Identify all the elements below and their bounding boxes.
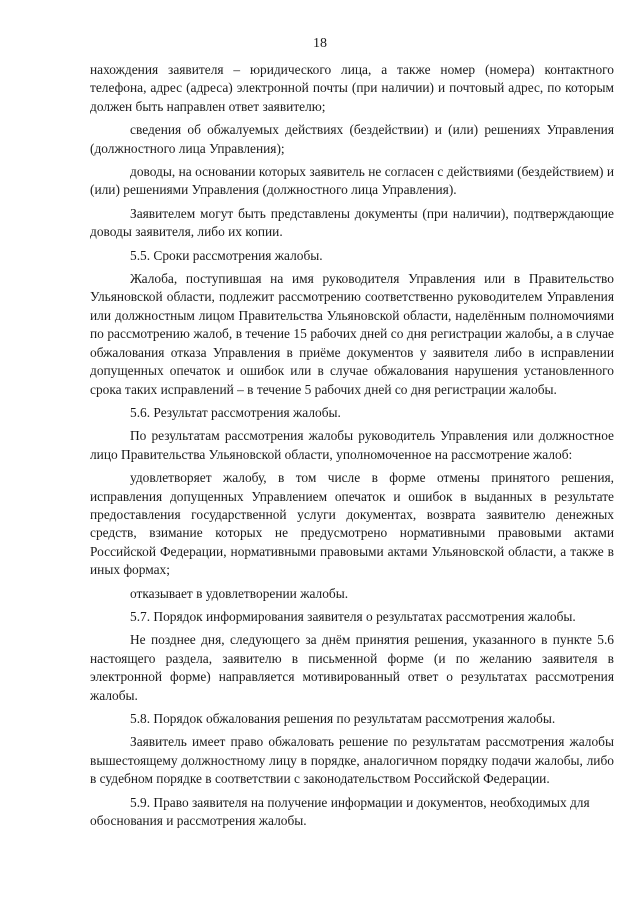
paragraph: сведения об обжалуемых действиях (бездействии) и (или) решениях Управления (должностного лица Управления);: [90, 122, 614, 156]
paragraph: отказывает в удовлетворении жалобы.: [130, 585, 349, 601]
page-number: 18: [313, 36, 327, 51]
section-heading: 5.7. Порядок информирования заявителя о результатах рассмотрения жалобы.: [130, 608, 576, 624]
section-heading: 5.6. Результат рассмотрения жалобы.: [130, 404, 341, 420]
document-body: [90, 61, 614, 835]
paragraph: доводы, на основании которых заявитель не согласен с действиями (бездействием) и (или) решениями Управления (должностного лица Управления).: [90, 164, 614, 198]
paragraph: По результатам рассмотрения жалобы руководитель Управления или должностное лицо Правительства Ульяновской области, уполномоченное на рассмотрение жалоб:: [90, 428, 614, 462]
paragraph: Заявителем могут быть представлены документы (при наличии), подтверждающие доводы заявителя, либо их копии.: [90, 205, 614, 240]
paragraph: Жалоба, поступившая на имя руководителя Управления или в Правительство Ульяновской области, подлежит рассмотрению соответственно руководителем Управления или должностным лицом Правительства Ульяновской области, наделённым полномочиями по рассмотрению жалоб, в течение 15 рабочих дней со дня регистрации жалобы, а в случае обжалования отказа Управления в приёме документов у заявителя либо в исправлении допущенных опечаток и ошибок или в случае обжалования нарушения установленного срока таких исправлений – в течение 5 рабочих дней со дня регистрации жалобы.: [90, 271, 614, 397]
section-heading: 5.9. Право заявителя на получение информации и документов, необходимых для обоснования и рассмотрения жалобы.: [90, 794, 590, 829]
section-heading: 5.8. Порядок обжалования решения по результатам рассмотрения жалобы.: [130, 711, 556, 726]
paragraph: удовлетворяет жалобу, в том числе в форме отмены принятого решения, исправления допущенных Управлением опечаток и ошибок в выданных в результате предоставления государственной услуги документах, возврата заявителю денежных средств, взимание которых не предусмотрено нормативными правовыми актами Российской Федерации, нормативными правовыми актами Ульяновской области, а также в иных формах;: [90, 470, 614, 578]
paragraph: нахождения заявителя – юридического лица, а также номер (номера) контактного телефона, адрес (адреса) электронной почты (при наличии) и почтовый адрес, по которым должен быть направлен ответ заявителю;: [90, 62, 614, 114]
section-heading: 5.5. Сроки рассмотрения жалобы.: [130, 247, 323, 263]
paragraph: Заявитель имеет право обжаловать решение по результатам рассмотрения жалобы вышестоящему должностному лицу в порядке, аналогичном порядку подачи жалобы, либо в судебном порядке в соответствии с законодательством Российской Федерации.: [90, 734, 614, 787]
paragraph: Не позднее дня, следующего за днём принятия решения, указанного в пункте 5.6 настоящего раздела, заявителю в письменной форме (и по желанию заявителя в электронной форме) направляется мотивированный ответ о результатах рассмотрения жалобы.: [90, 632, 614, 703]
